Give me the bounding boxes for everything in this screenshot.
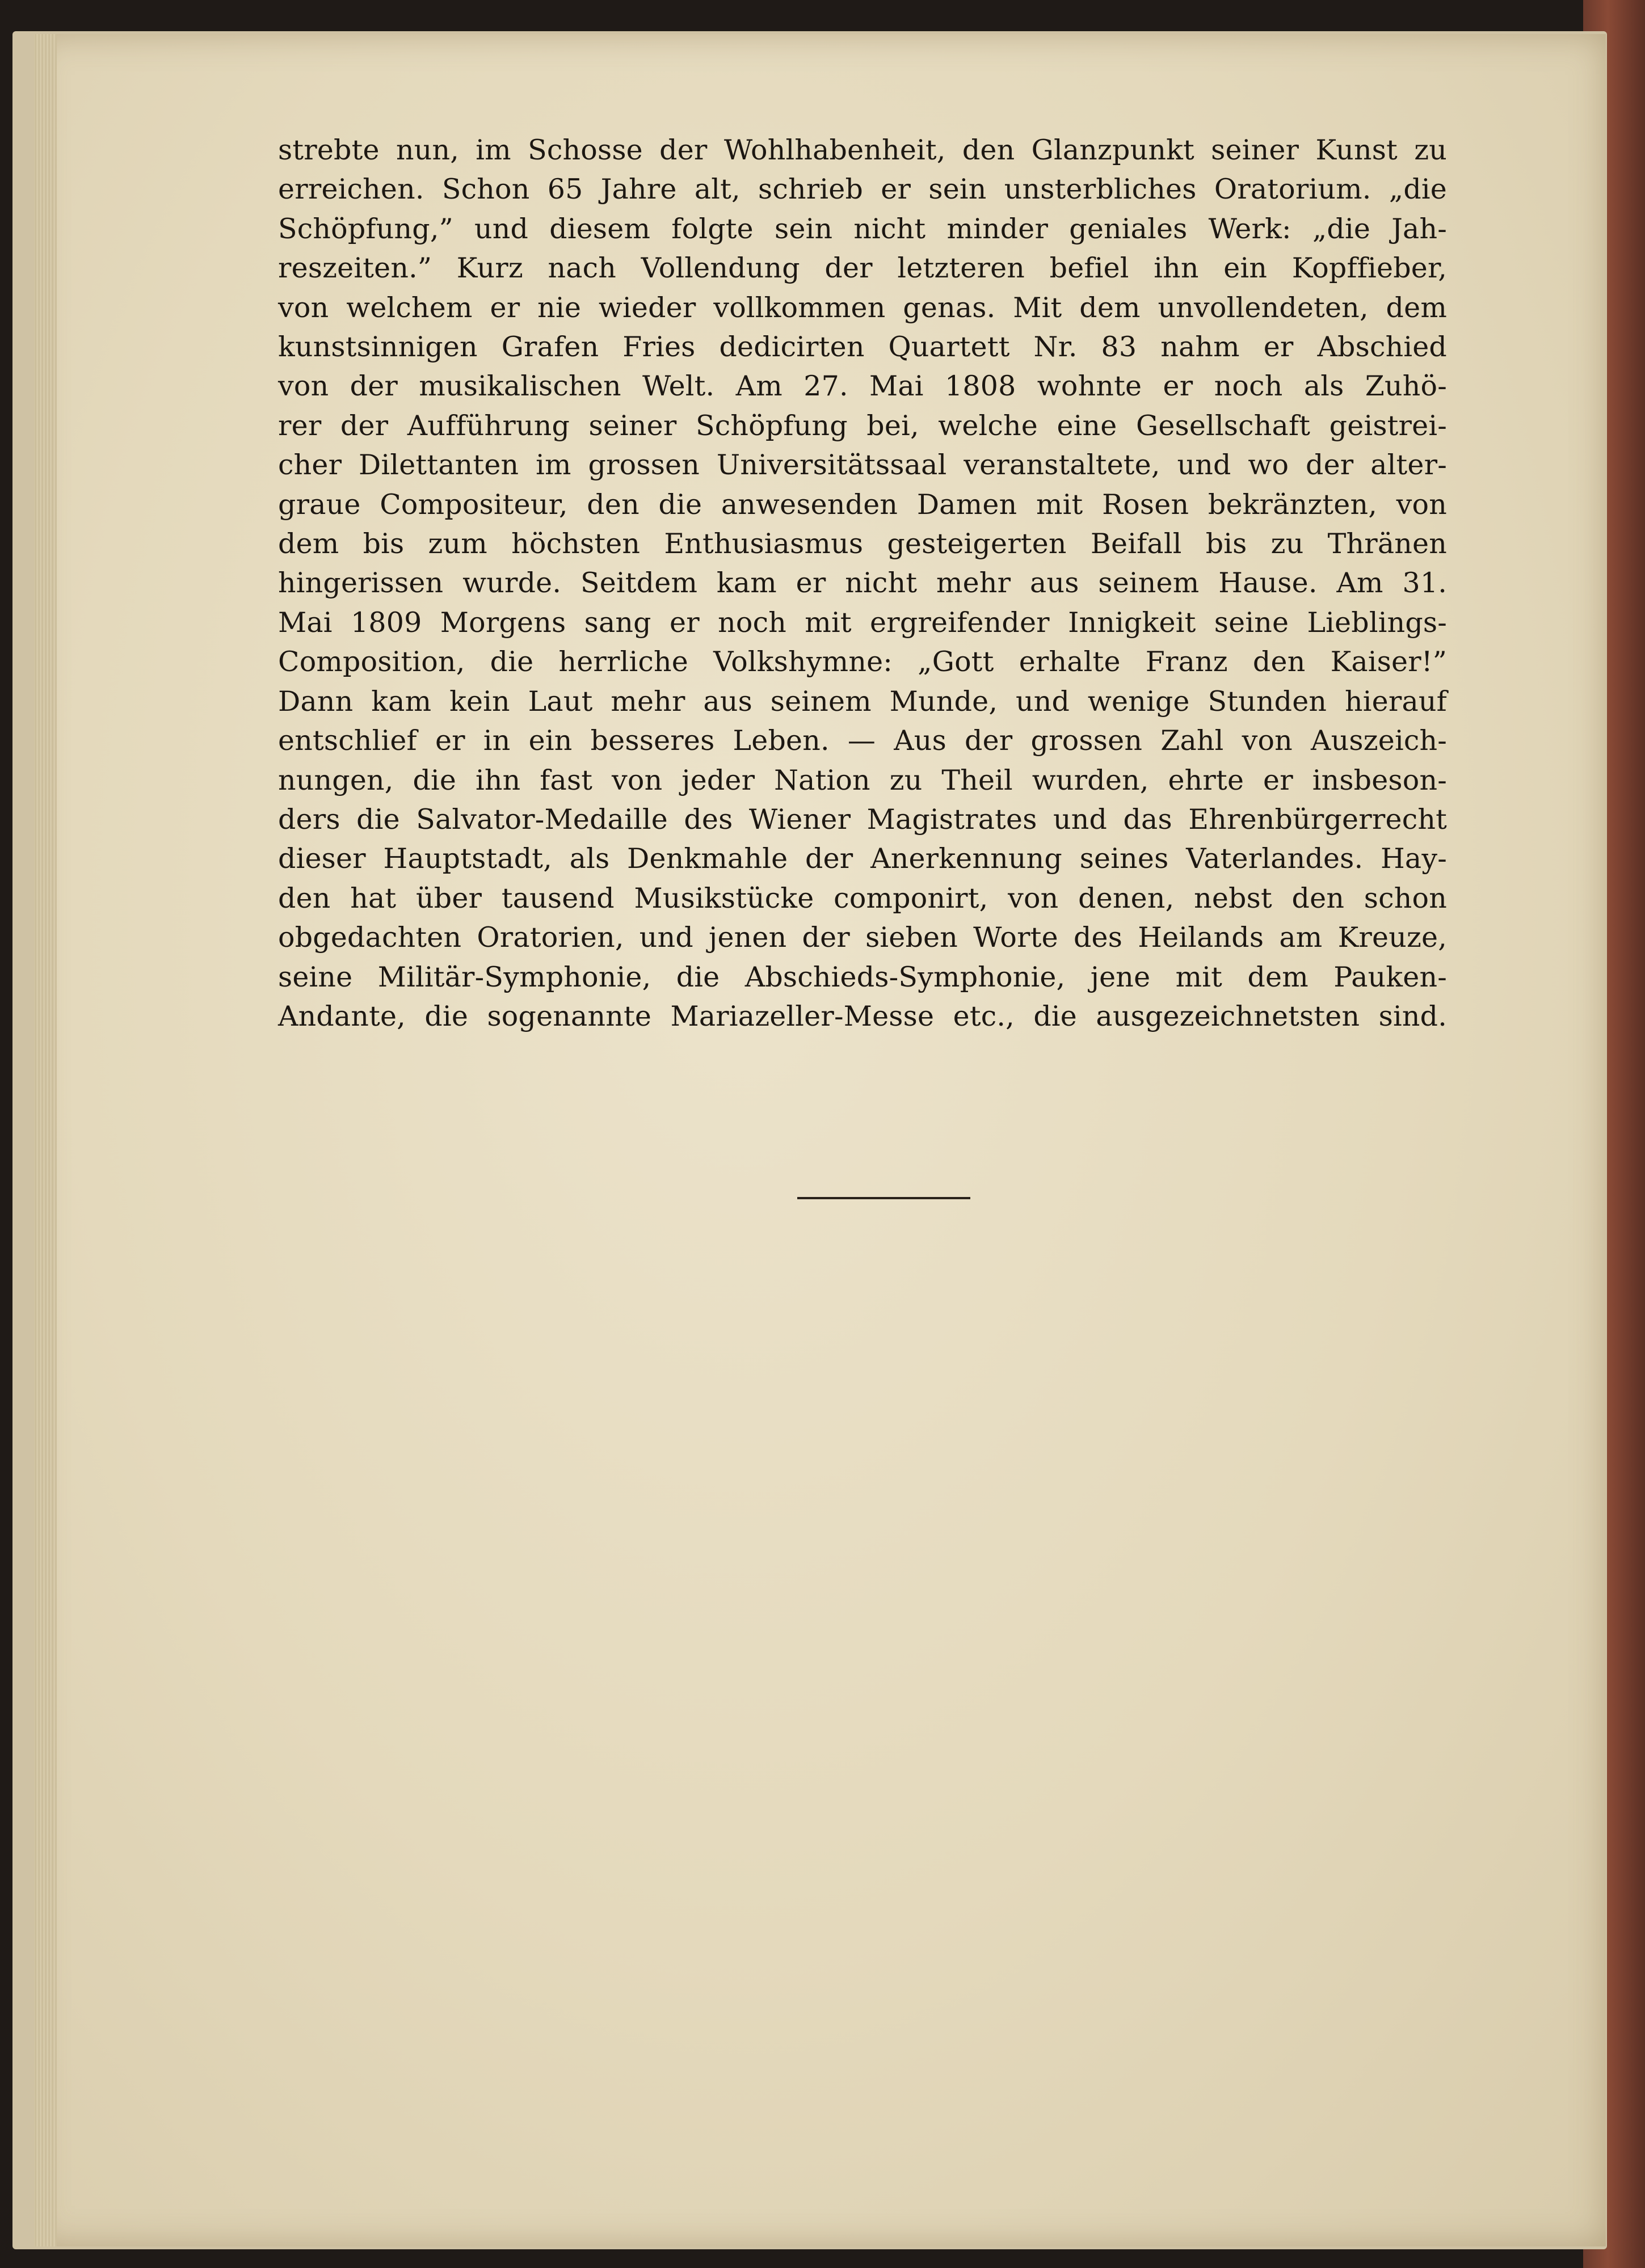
text-line: von welchem er nie wieder vollkommen genas. Mit dem unvollendeten, dem [278,291,1447,324]
text-line: entschlief er in ein besseres Leben. — Aus der grossen Zahl von Auszeich- [278,724,1447,757]
text-line: dem bis zum höchsten Enthusiasmus gesteigerten Beifall bis zu Thränen [278,528,1447,560]
text-line: Andante, die sogenannte Mariazeller-Messe etc., die ausgezeichnetsten sind. [278,1000,1447,1032]
section-divider [797,1197,970,1199]
text-line: reszeiten.” Kurz nach Vollendung der letzteren befiel ihn ein Kopffieber, [278,252,1447,285]
text-line: nungen, die ihn fast von jeder Nation zu Theil wurden, ehrte er insbeson- [278,764,1447,796]
text-line: Schöpfung,” und diesem folgte sein nicht minder geniales Werk: „die Jah- [278,212,1447,245]
text-line: obgedachten Oratorien, und jenen der sieben Worte des Heilands am Kreuze, [278,921,1447,954]
text-line: von der musikalischen Welt. Am 27. Mai 1808 wohnte er noch als Zuhö- [278,370,1447,403]
text-line: Composition, die herrliche Volkshymne: „Gott erhalte Franz den Kaiser!” [278,646,1447,678]
text-line: erreichen. Schon 65 Jahre alt, schrieb er sein unsterbliches Oratorium. „die [278,173,1447,206]
text-line: graue Compositeur, den die anwesenden Damen mit Rosen bekränzten, von [278,488,1447,521]
text-line: dieser Hauptstadt, als Denkmahle der Anerkennung seines Vaterlandes. Hay- [278,842,1447,875]
text-line: seine Militär-Symphonie, die Abschieds-Symphonie, jene mit dem Pauken- [278,960,1447,993]
text-line: strebte nun, im Schosse der Wohlhabenheit, den Glanzpunkt seiner Kunst zu [278,134,1447,166]
text-line: Dann kam kein Laut mehr aus seinem Munde, und wenige Stunden hierauf [278,685,1447,718]
text-line: rer der Aufführung seiner Schöpfung bei, welche eine Gesellschaft geistrei- [278,409,1447,442]
text-line: hingerissen wurde. Seitdem kam er nicht mehr aus seinem Hause. Am 31. [278,567,1447,600]
body-text [278,130,1447,1036]
text-line: Mai 1809 Morgens sang er noch mit ergreifender Innigkeit seine Lieblings- [278,606,1447,639]
text-line: den hat über tausend Musikstücke componirt, von denen, nebst den schon [278,882,1447,914]
text-line: kunstsinnigen Grafen Fries dedicirten Quartett Nr. 83 nahm er Abschied [278,331,1447,364]
text-line: ders die Salvator-Medaille des Wiener Magistrates und das Ehrenbürgerrecht [278,803,1447,836]
text-line: cher Dilettanten im grossen Universitätssaal veranstaltete, und wo der alter- [278,449,1447,482]
